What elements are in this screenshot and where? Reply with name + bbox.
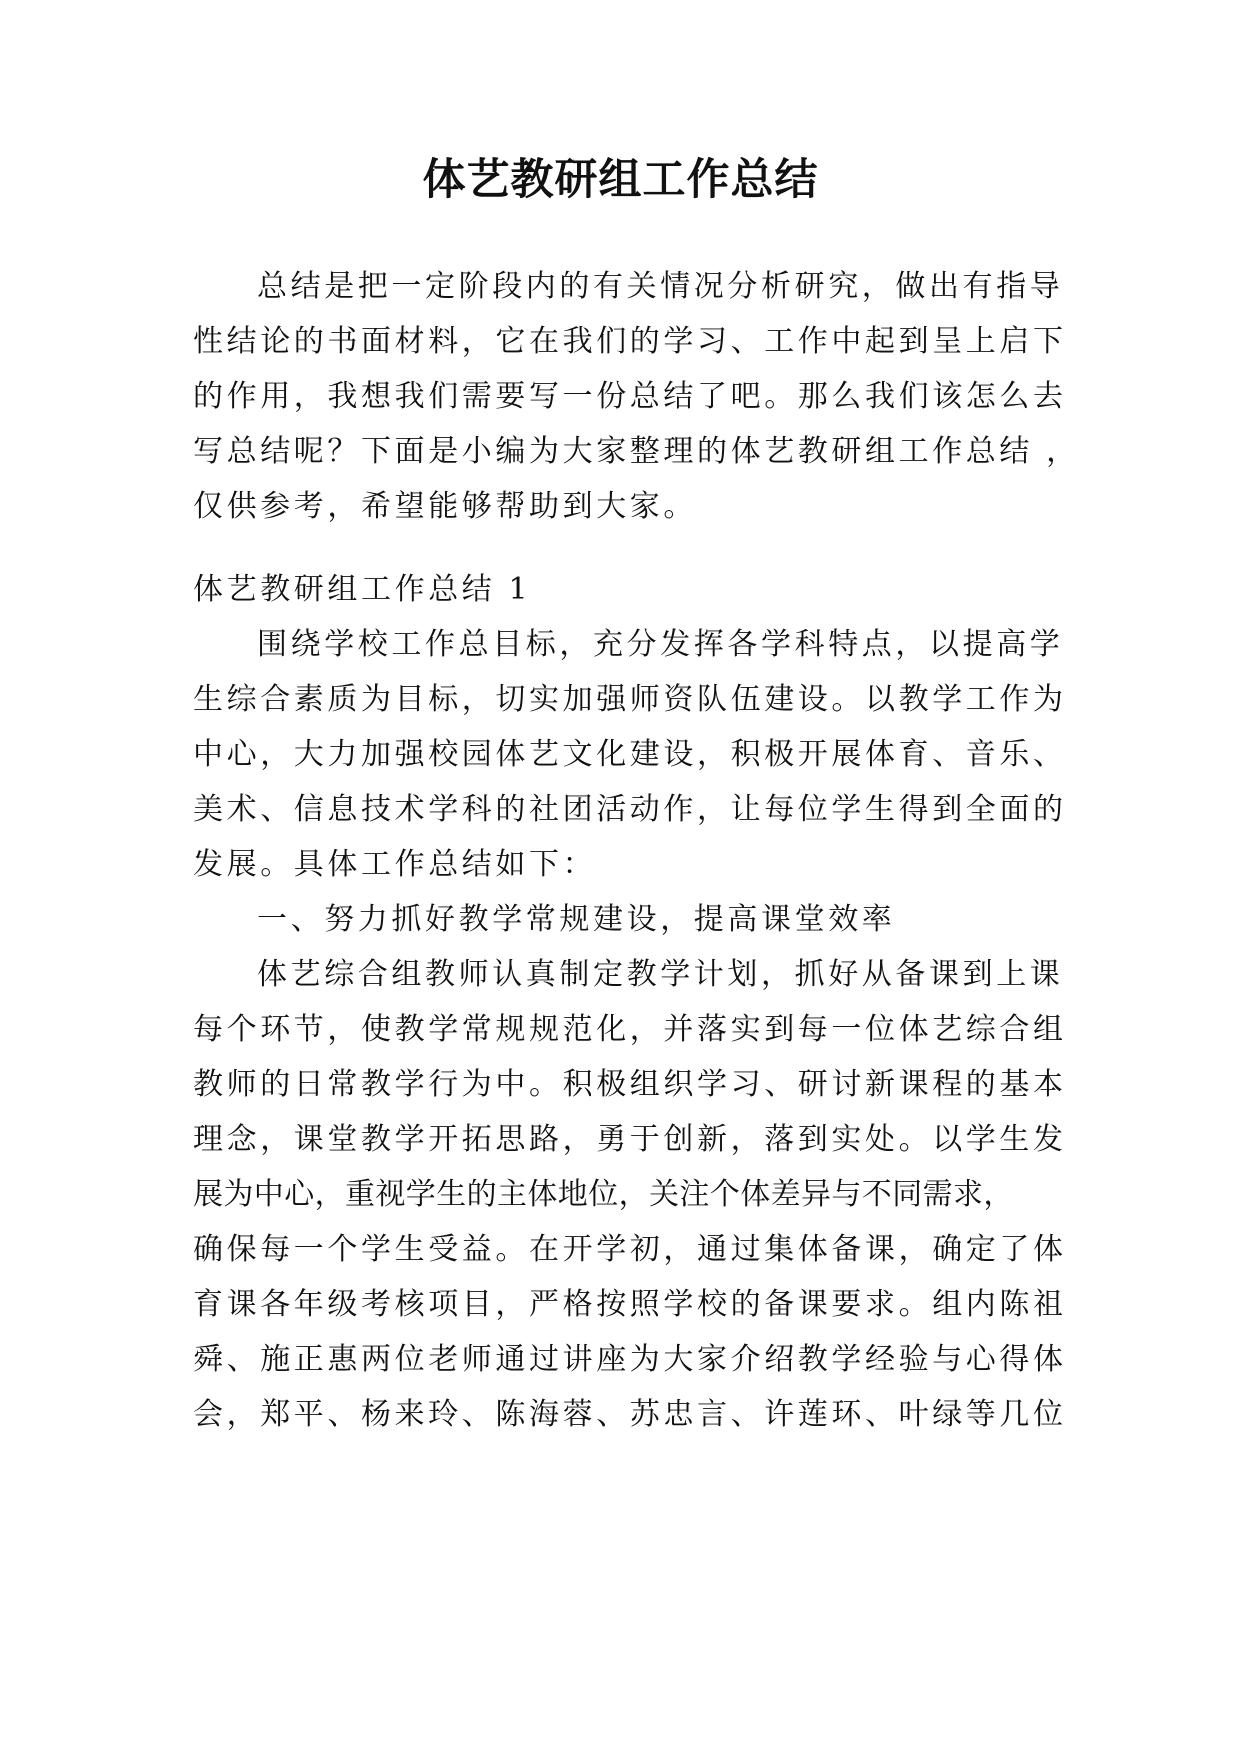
section-line-2: 生综合素质为目标，切实加强师资队伍建设。以教学工作为 [193, 682, 1067, 717]
intro-line-4: 写总结呢？下面是小编为大家整理的体艺教研组工作总结 ， [193, 434, 1080, 469]
intro-line-1: 总结是把一定阶段内的有关情况分析研究，做出有指导 [257, 269, 1064, 304]
section-heading: 体艺教研组工作总结 1 [193, 572, 532, 607]
section-line-1: 围绕学校工作总目标，充分发挥各学科特点，以提高学 [257, 627, 1064, 662]
section-line-9: 教师的日常教学行为中。积极组织学习、研讨新课程的基本 [193, 1067, 1067, 1102]
section-line-5: 发展。具体工作总结如下： [193, 847, 597, 882]
subheading-1: 一、努力抓好教学常规建设，提高课堂效率 [257, 902, 896, 937]
intro-line-5: 仅供参考，希望能够帮助到大家。 [193, 489, 697, 524]
intro-line-3: 的作用，我想我们需要写一份总结了吧。那么我们该怎么去 [193, 379, 1067, 414]
section-line-12: 确保每一个学生受益。在开学初，通过集体备课，确定了体 [193, 1232, 1067, 1267]
document-title: 体艺教研组工作总结 [422, 155, 819, 205]
section-line-8: 每个环节，使教学常规规范化，并落实到每一位体艺综合组 [193, 1012, 1067, 1047]
section-line-3: 中心，大力加强校园体艺文化建设，积极开展体育、音乐、 [193, 737, 1067, 772]
section-line-14: 舜、施正惠两位老师通过讲座为大家介绍教学经验与心得体 [193, 1342, 1067, 1377]
section-line-4: 美术、信息技术学科的社团活动作，让每位学生得到全面的 [193, 792, 1067, 827]
section-line-13: 育课各年级考核项目，严格按照学校的备课要求。组内陈祖 [193, 1287, 1067, 1322]
section-line-10: 理念，课堂教学开拓思路，勇于创新，落到实处。以学生发 [193, 1122, 1067, 1157]
section-line-7: 体艺综合组教师认真制定教学计划，抓好从备课到上课 [257, 957, 1064, 992]
section-line-15: 会，郑平、杨来玲、陈海蓉、苏忠言、许莲环、叶绿等几位 [193, 1397, 1067, 1432]
intro-line-2: 性结论的书面材料，它在我们的学习、工作中起到呈上启下 [193, 324, 1067, 359]
section-line-11: 展为中心，重视学生的主体地位，关注个体差异与不同需求， [193, 1177, 1014, 1212]
